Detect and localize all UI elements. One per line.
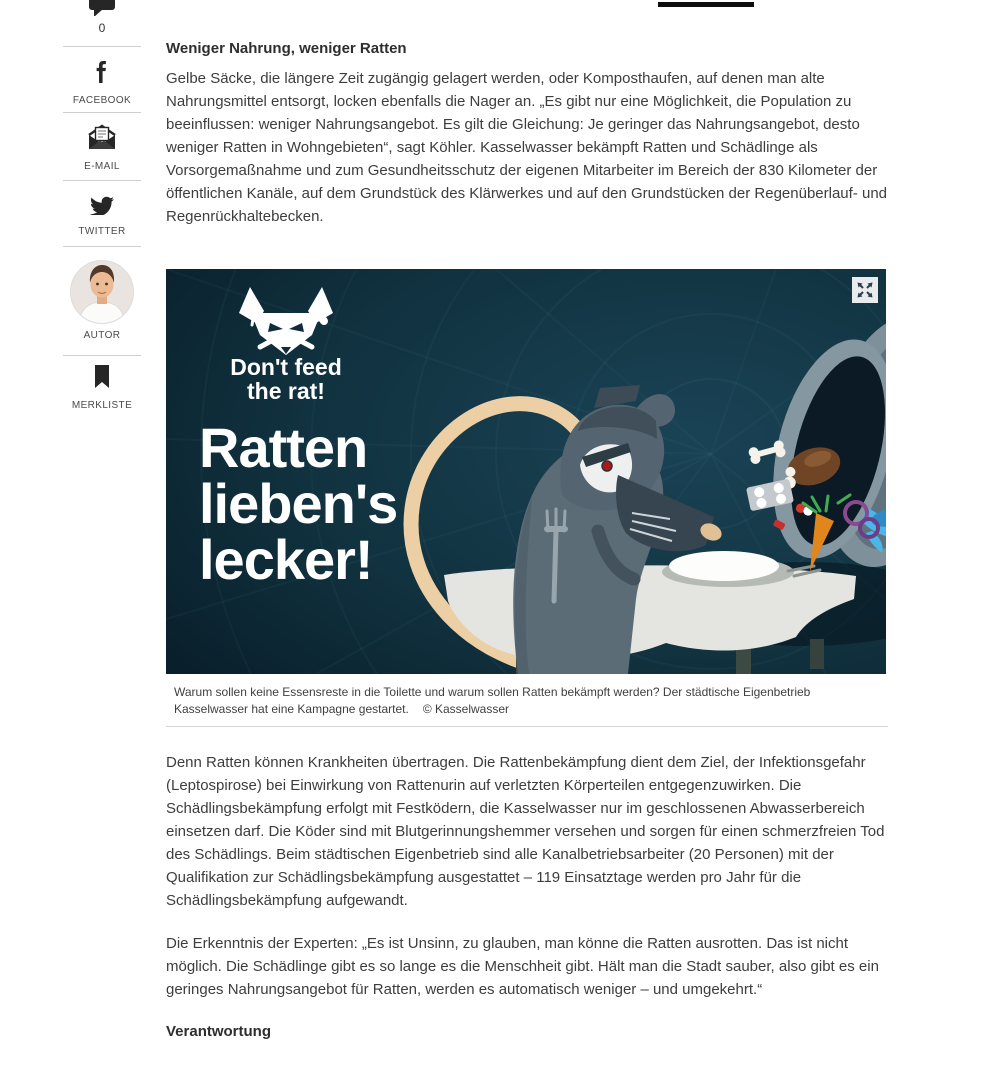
comments-button[interactable] <box>63 0 141 35</box>
bookmark-icon <box>93 365 111 394</box>
sidebar-divider <box>63 180 141 181</box>
comment-count: 0 <box>98 21 106 35</box>
fullscreen-button[interactable] <box>852 277 878 303</box>
image-credit: © Kasselwasser <box>422 702 510 716</box>
bookmark-button[interactable] <box>63 365 141 411</box>
poster-headline-line1: Ratten <box>199 416 368 479</box>
article-content <box>166 0 888 1040</box>
email-icon <box>87 124 117 155</box>
author-label: AUTOR <box>83 330 121 341</box>
article-figure <box>166 269 888 727</box>
image-caption <box>166 674 888 726</box>
campaign-poster-image[interactable] <box>166 269 886 674</box>
author-button[interactable] <box>63 260 141 341</box>
author-avatar <box>70 260 134 324</box>
section-heading: Weniger Nahrung, weniger Ratten <box>166 40 407 57</box>
caption-text: Warum sollen keine Essensreste in die Toilette und warum sollen Ratten bekämpft werden? Der städtische Eigenbetrieb Kasselwasser hat eine Kampagne gestartet. <box>174 685 811 716</box>
article-paragraph: Denn Ratten können Krankheiten übertragen. Die Rattenbekämpfung dient dem Ziel, der Infektionsgefahr (Leptospirose) bei Einwirkung von Rattenurin auf verletzten Körperteilen entgegenzuwirken. Die Schädlingsbekämpfung erfolgt mit Festködern, die Kasselwasser nur im geschlossenen Abwasserbereich einsetzen darf. Die Köder sind mit Blutgerinnungshemmer versehen und sorgen für einen schmerzfreien Tod des Schädlings. Beim städtischen Eigenbetrieb sind alle Kanalbetriebsarbeiter (20 Personen) mit der Qualifikation zur Schädlingsbekämpfung ausgestattet – 119 Einsatztage werden pro Jahr für die Schädlingsbekämpfung aufgewandt. <box>166 754 885 909</box>
twitter-label: TWITTER <box>78 226 126 237</box>
facebook-label: FACEBOOK <box>72 95 132 106</box>
sidebar-divider <box>63 355 141 356</box>
poster-headline-line3: lecker! <box>199 528 373 591</box>
fullscreen-arrows-icon <box>856 281 874 299</box>
poster-headline-line2: lieben's <box>199 472 398 535</box>
facebook-icon <box>91 61 113 89</box>
section-heading-2: Verantwortung <box>166 1023 272 1040</box>
bookmark-label: MERKLISTE <box>71 400 133 411</box>
poster-slogan-line2: the rat! <box>247 378 325 404</box>
share-email-button[interactable] <box>63 124 141 172</box>
email-label: E-MAIL <box>84 161 120 172</box>
sidebar-divider <box>63 46 141 47</box>
poster-slogan-line1: Don't feed <box>230 354 342 380</box>
twitter-icon <box>90 194 114 220</box>
share-facebook-button[interactable] <box>63 61 141 106</box>
sidebar-divider <box>63 112 141 113</box>
share-twitter-button[interactable] <box>63 194 141 237</box>
article-paragraph: Gelbe Säcke, die längere Zeit zugängig gelagert werden, oder Komposthaufen, auf denen man alte Nahrungsmittel entsorgt, locken ebenfalls die Nager an. „Es gibt nur eine Möglichkeit, die Population zu beeinflussen: weniger Nahrungsangebot. Es gilt die Gleichung: Je geringer das Nahrungsangebot, desto weniger Ratten in Wohngebieten“, sagt Köhler. Kasselwasser bekämpft Ratten und Schädlinge als Vorsorgemaßnahme und zum Gesundheitsschutz der eigenen Mitarbeiter im Bereich der 830 Kilometer der öffentlichen Kanäle, auf dem Grundstück des Klärwerkes und auf den Grundstücken der Regenüberlauf- und Regenrückhaltebecken. <box>166 70 888 225</box>
article-paragraph: Die Erkenntnis der Experten: „Es ist Unsinn, zu glauben, man könne die Ratten ausrotten. Das ist nicht möglich. Die Schädlinge gibt es so lange es die Menschheit gibt. Hält man die Stadt sauber, also gibt es ein geringes Nahrungsangebot für Ratten, werden es automatisch weniger – und umgekehrt.“ <box>166 935 879 998</box>
comment-bubble-icon <box>88 0 116 16</box>
sidebar-divider <box>63 246 141 247</box>
